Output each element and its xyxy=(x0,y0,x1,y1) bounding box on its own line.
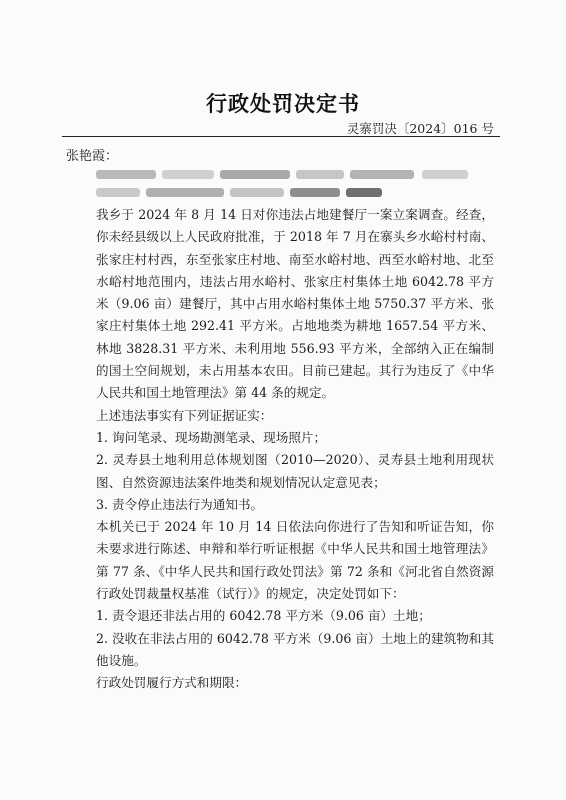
redacted-address-area xyxy=(96,166,496,202)
document-body xyxy=(96,204,494,695)
document-number: 灵寨罚决〔2024〕016 号 xyxy=(346,121,494,136)
paragraph-decision-basis: 本机关已于 2024 年 10 月 14 日依法向你进行了告知和听证告知，你未要求进行陈述、申辩和举行听证根据《中华人民共和国土地管理法》第 77 条、《中华人民共和国行政处罚法》第 72 条和《河北省自然资源行政处罚裁量权基准（试行）》的规定，决定处罚如下： xyxy=(96,519,494,602)
addressee-name: 张艳霞： xyxy=(66,149,119,164)
header-divider xyxy=(62,136,500,137)
evidence-item-2: 2. 灵寿县土地利用总体规划图（2010—2020）、灵寿县土地利用现状图、自然资源违法案件地类和规划情况认定意见表； xyxy=(96,452,494,490)
penalty-item-2: 2. 没收在非法占用的 6042.78 平方米（9.06 亩）土地上的建筑物和其他设施。 xyxy=(96,630,494,668)
evidence-item-3: 3. 责令停止违法行为通知书。 xyxy=(96,496,264,512)
penalty-item-1: 1. 责令退还非法占用的 6042.78 平方米（9.06 亩）土地； xyxy=(96,608,431,624)
paragraph-execution-heading: 行政处罚履行方式和期限： xyxy=(96,675,248,691)
paragraph-case-facts: 我乡于 2024 年 8 月 14 日对你违法占地建餐厅一案立案调查。经查，你未经县级以上人民政府批准，于 2018 年 7 月在寨头乡水峪村村南、张家庄村村西，东至张家庄村地、南至水峪村地、西至水峪村地、北至水峪村地范围内，违法占用水峪村、张家庄村集体土地 6042.78 平方米（9.06 亩）建餐厅，其中占用水峪村集体土地 5750.37 平方米、张家庄村集体土地 292.41 平方米。占地地类为耕地 1657.54 平方米、林地 3828.31 平方米、未利用地 556.93 平方米，全部纳入正在编制的国土空间规划，未占用基本农田。目前已建起。其行为违反了《中华人民共和国土地管理法》第 44 条的规定。 xyxy=(96,207,494,401)
paragraph-evidence-intro: 上述违法事实有下列证据证实： xyxy=(96,407,273,423)
evidence-item-1: 1. 询问笔录、现场勘测笔录、现场照片； xyxy=(96,429,327,445)
document-title: 行政处罚决定书 xyxy=(206,92,360,116)
